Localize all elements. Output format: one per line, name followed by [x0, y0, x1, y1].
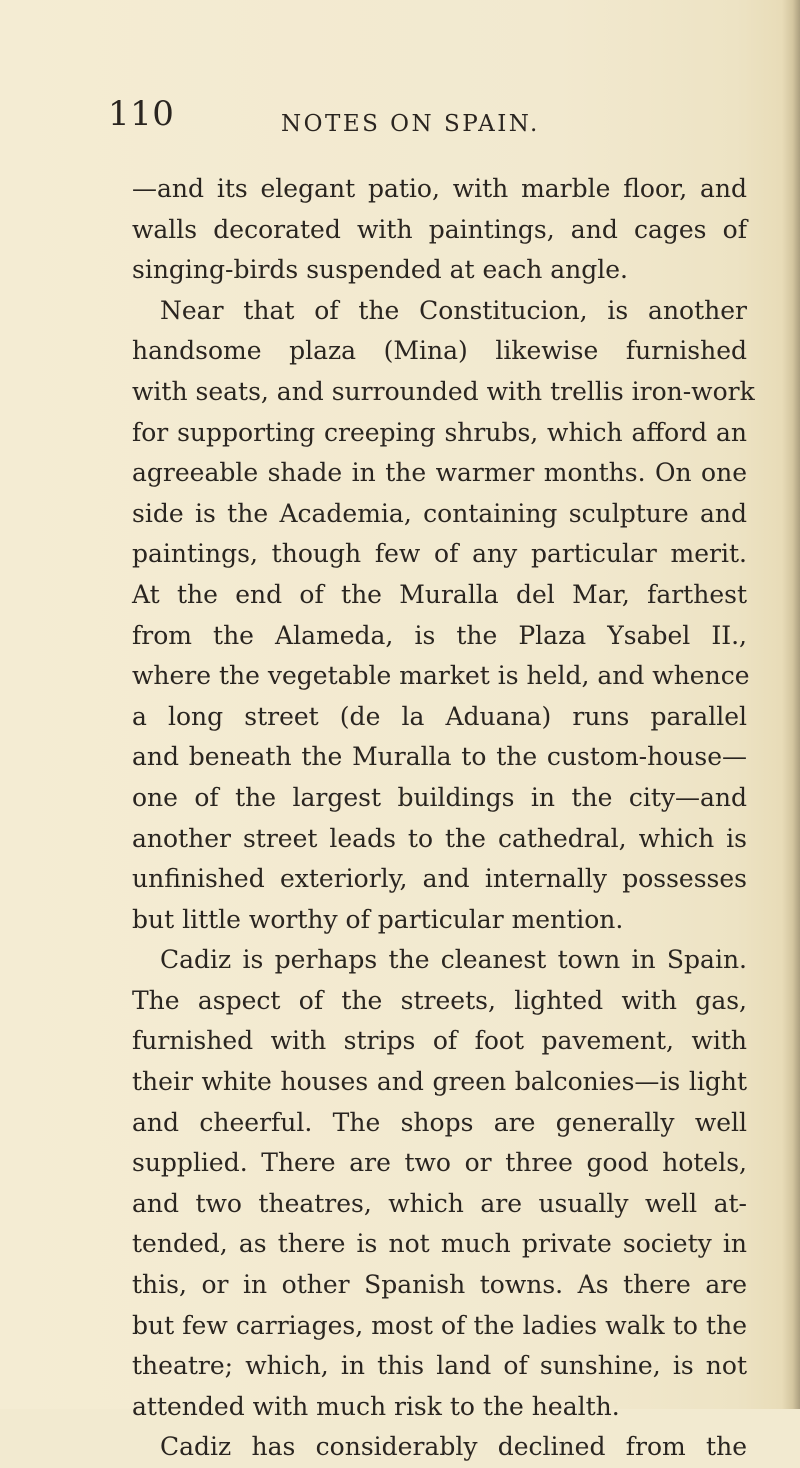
- text-line: At the end of the Muralla del Mar, farthest: [132, 579, 747, 609]
- text-line: —and its elegant patio, with marble floor, and: [132, 174, 747, 203]
- text-line: walls decorated with paintings, and cages of: [132, 214, 747, 244]
- text-line: Cadiz is perhaps the cleanest town in Spain.: [160, 945, 747, 975]
- text-line: another street leads to the cathedral, which is: [132, 823, 747, 853]
- running-head: NOTES ON SPAIN.: [281, 111, 540, 137]
- text-line: a long street (de la Aduana) runs parallel: [132, 701, 747, 731]
- text-line: and beneath the Muralla to the custom-house—: [132, 742, 747, 772]
- page-number: 110: [108, 94, 175, 134]
- page-edge-shadow: [782, 0, 800, 1409]
- text-line: with seats, and surrounded with trellis iron-work: [132, 376, 755, 406]
- text-line: supplied. There are two or three good hotels,: [132, 1148, 747, 1178]
- text-line: The aspect of the streets, lighted with gas,: [132, 985, 747, 1015]
- text-line: Cadiz has considerably declined from the: [160, 1432, 747, 1462]
- text-line: theatre; which, in this land of sunshine, is not: [132, 1351, 747, 1381]
- text-line: Near that of the Constitucion, is another: [160, 295, 747, 325]
- page-header: [0, 84, 800, 144]
- text-line: tended, as there is not much private society in: [132, 1229, 747, 1259]
- text-line: side is the Academia, containing sculpture and: [132, 498, 747, 528]
- text-line: singing-birds suspended at each angle.: [132, 255, 629, 285]
- text-line: attended with much risk to the health.: [132, 1391, 620, 1421]
- text-line: but little worthy of particular mention.: [132, 904, 624, 934]
- text-line: agreeable shade in the warmer months. On one: [132, 458, 747, 488]
- text-line: and two theatres, which are usually well at-: [132, 1188, 747, 1218]
- text-line: one of the largest buildings in the city—and: [132, 782, 747, 812]
- text-line: from the Alameda, is the Plaza Ysabel II.,: [132, 620, 747, 650]
- text-line: for supporting creeping shrubs, which afford an: [132, 417, 747, 447]
- text-line: furnished with strips of foot pavement, with: [132, 1026, 747, 1056]
- text-line: where the vegetable market is held, and whence: [132, 661, 750, 691]
- body-text: [132, 169, 755, 1468]
- text-line: unfinished exteriorly, and internally possesses: [132, 864, 747, 894]
- text-line: handsome plaza (Mina) likewise furnished: [132, 336, 747, 366]
- text-line: but few carriages, most of the ladies walk to the: [132, 1310, 747, 1340]
- text-line: paintings, though few of any particular merit.: [132, 539, 747, 569]
- text-line: their white houses and green balconies—is light: [132, 1067, 747, 1097]
- text-line: and cheerful. The shops are generally well: [132, 1107, 747, 1137]
- text-line: this, or in other Spanish towns. As there are: [132, 1270, 747, 1300]
